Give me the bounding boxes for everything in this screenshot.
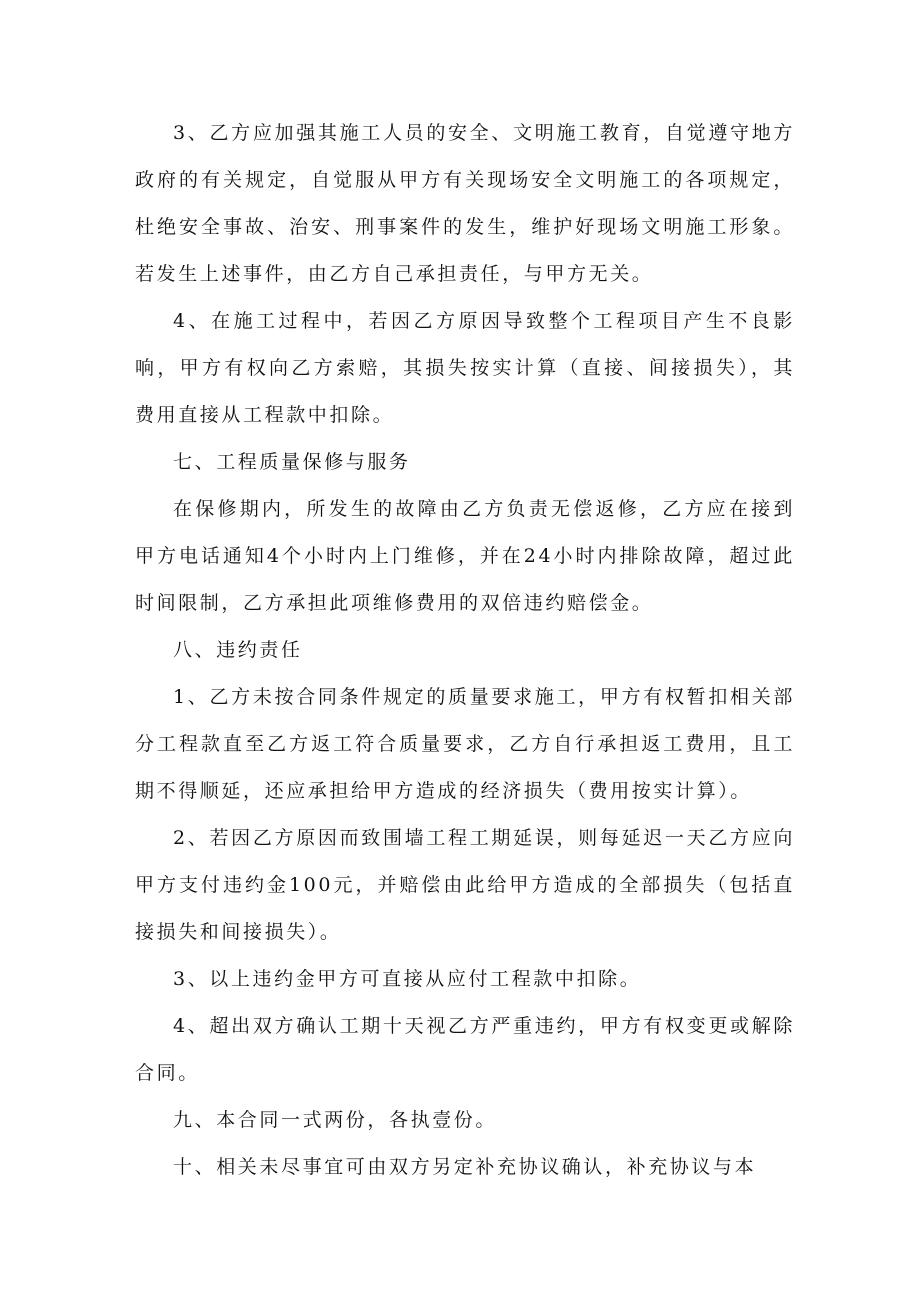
breach-clause-2: 2、若因乙方原因而致围墙工程工期延误，则每延迟一天乙方应向甲方支付违约金100元，并赔偿由此给甲方造成的全部损失（包括直接损失和间接损失）。 xyxy=(135,827,795,943)
clause-3-safety: 3、乙方应加强其施工人员的安全、文明施工教育，自觉遵守地方政府的有关规定，自觉服从甲方有关现场安全文明施工的各项规定，杜绝安全事故、治安、刑事案件的发生，维护好现场文明施工形象。若发生上述事件，由乙方自己承担责任，与甲方无关。 xyxy=(135,122,795,285)
breach-clause-3: 3、以上违约金甲方可直接从应付工程款中扣除。 xyxy=(173,968,642,990)
section-10-heading: 十、相关未尽事宜可由双方另定补充协议确认，补充协议与本 xyxy=(173,1156,757,1178)
warranty-paragraph: 在保修期内，所发生的故障由乙方负责无偿返修，乙方应在接到甲方电话通知4个小时内上门维修，并在24小时内排除故障，超过此时间限制，乙方承担此项维修费用的双倍违约赔偿金。 xyxy=(135,498,795,614)
clause-4-compensation: 4、在施工过程中，若因乙方原因导致整个工程项目产生不良影响，甲方有权向乙方索赔，其损失按实计算（直接、间接损失），其费用直接从工程款中扣除。 xyxy=(135,310,795,426)
section-8-heading: 八、违约责任 xyxy=(173,639,303,661)
section-7-heading: 七、工程质量保修与服务 xyxy=(173,451,411,473)
section-9-heading: 九、本合同一式两份，各执壹份。 xyxy=(173,1109,498,1131)
breach-clause-4: 4、超出双方确认工期十天视乙方严重违约，甲方有权变更或解除合同。 xyxy=(135,1015,795,1084)
body-text xyxy=(135,110,795,1191)
breach-clause-1: 1、乙方未按合同条件规定的质量要求施工，甲方有权暂扣相关部分工程款直至乙方返工符合质量要求，乙方自行承担返工费用，且工期不得顺延，还应承担给甲方造成的经济损失（费用按实计算）。 xyxy=(135,686,795,802)
